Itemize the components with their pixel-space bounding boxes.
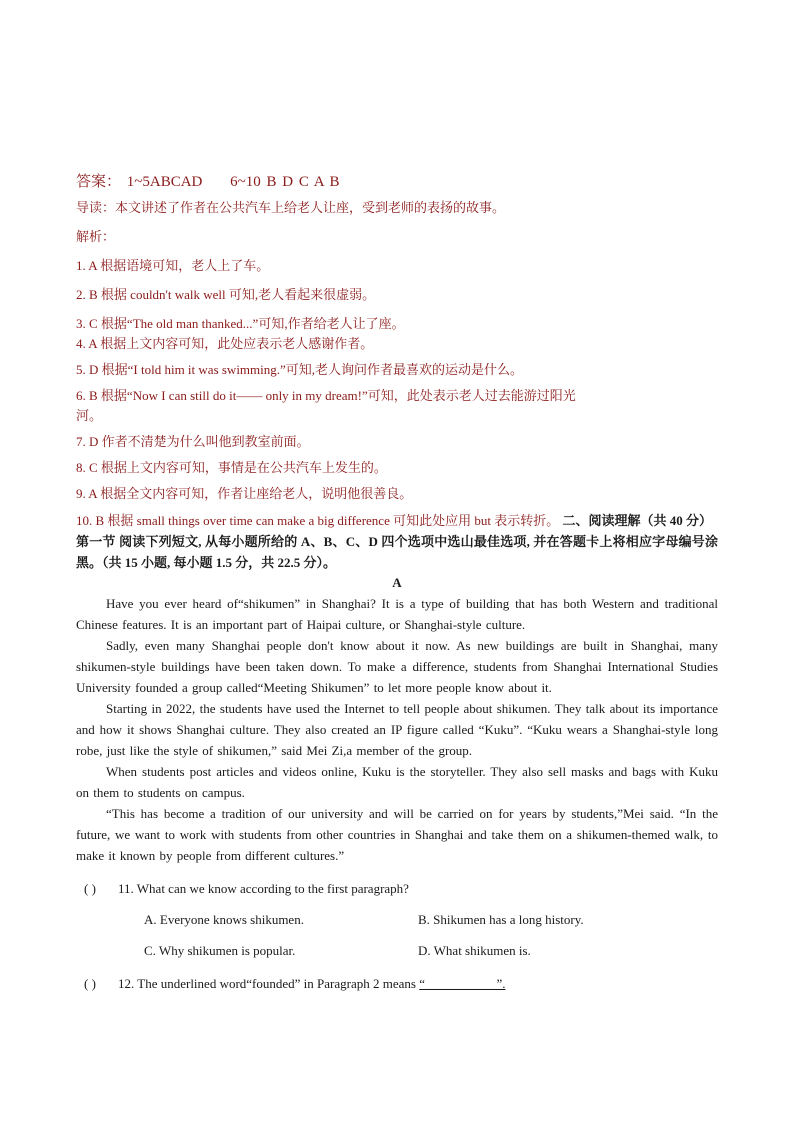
option-d[interactable]: D. What shikumen is.	[418, 943, 531, 958]
passage-paragraph-5: “This has become a tradition of our university and will be carried on for years by students,”Mei said. “In the future, we want to work with students from other countries in Shanghai and take them on a shikumen-themed walk, to make it known by people from different cultures.”	[76, 806, 718, 863]
answer-part1: 1~5ABCAD	[126, 174, 203, 190]
question-stem: 11. What can we know according to the first paragraph?	[118, 881, 409, 896]
analysis-item-6-cont: 河。	[76, 408, 103, 423]
answer-key	[76, 170, 718, 194]
analysis-item-5: 5. D 根据“I told him it was swimming.”可知,老人询问作者最喜欢的运动是什么。	[76, 362, 524, 377]
passage-paragraph-4: When students post articles and videos online, Kuku is the storyteller. They also sell masks and bags with Kuku on them to students on campus.	[76, 764, 718, 800]
analysis-item-8: 8. C 根据上文内容可知，事情是在公共汽车上发生的。	[76, 460, 387, 475]
question-11-options-row-2	[144, 941, 718, 961]
section-title: 二、阅读理解（共 40 分）	[559, 513, 712, 528]
passage-paragraph-3: Starting in 2022, the students have used the Internet to tell people about shikumen. They talk about its importance and how it shows Shanghai culture. They also created an IP figure called “Kuku”. “Kuku wears a Shanghai-style long robe, just like the style of shikumen,” said Mei Zi,a member of the group.	[76, 701, 718, 758]
answer-blank[interactable]: “___________”.	[419, 976, 506, 991]
analysis-item-7: 7. D 作者不清楚为什么叫他到教室前面。	[76, 434, 310, 449]
analysis-item-2: 2. B 根据 couldn't walk well 可知,老人看起来很虚弱。	[76, 287, 376, 302]
section-instructions: 第一节 阅读下列短文, 从每小题所给的 A、B、C、D 四个选项中选山最佳选项, 并在答题卡上将相应字母编号涂黑。（共 15 小题, 每小题 1.5 分，共 22.5 分）。	[76, 534, 718, 570]
analysis-item-9: 9. A 根据全文内容可知，作者让座给老人，说明他很善良。	[76, 486, 413, 501]
answer-paren[interactable]: ( )	[84, 881, 96, 896]
analysis-item-3: 3. C 根据“The old man thanked...”可知,作者给老人让了座。	[76, 316, 405, 331]
option-b[interactable]: B. Shikumen has a long history.	[418, 912, 584, 927]
document-page	[76, 170, 718, 994]
answer-part2: 6~10 B D C A B	[230, 174, 340, 190]
answer-label: 答案：	[76, 174, 122, 190]
question-11-options-row-1	[144, 910, 718, 930]
analysis-item-10	[76, 510, 718, 531]
analysis-label: 解析：	[76, 229, 116, 244]
question-11	[84, 879, 718, 899]
question-12	[84, 974, 718, 994]
guide-text: 导读：本文讲述了作者在公共汽车上给老人让座，受到老师的表扬的故事。	[76, 200, 506, 215]
analysis-item-6: 6. B 根据“Now I can still do it—— only in my dream!”可知，此处表示老人过去能游过阳光	[76, 388, 576, 403]
analysis-item-1: 1. A 根据语境可知，老人上了车。	[76, 258, 270, 273]
passage-paragraph-2: Sadly, even many Shanghai people don't know about it now. As new buildings are built in Shanghai, many shikumen-style buildings have been taken down. To make a difference, students from Shanghai International Studies University founded a group called“Meeting Shikumen” to let more people know about it.	[76, 638, 718, 695]
option-a[interactable]: A. Everyone knows shikumen.	[144, 912, 304, 927]
question-stem: 12. The underlined word“founded” in Paragraph 2 means	[118, 976, 416, 991]
analysis-item-10-text: 10. B 根据 small things over time can make a big difference 可知此处应用 but 表示转折。	[76, 513, 560, 528]
passage-label: A	[392, 575, 402, 590]
option-c[interactable]: C. Why shikumen is popular.	[144, 943, 296, 958]
answer-paren[interactable]: ( )	[84, 976, 96, 991]
passage-paragraph-1: Have you ever heard of“shikumen” in Shanghai? It is a type of building that has both Western and traditional Chinese features. It is an important part of Haipai culture, or Shanghai-style culture.	[76, 596, 718, 632]
analysis-item-4: 4. A 根据上文内容可知，此处应表示老人感谢作者。	[76, 336, 374, 351]
